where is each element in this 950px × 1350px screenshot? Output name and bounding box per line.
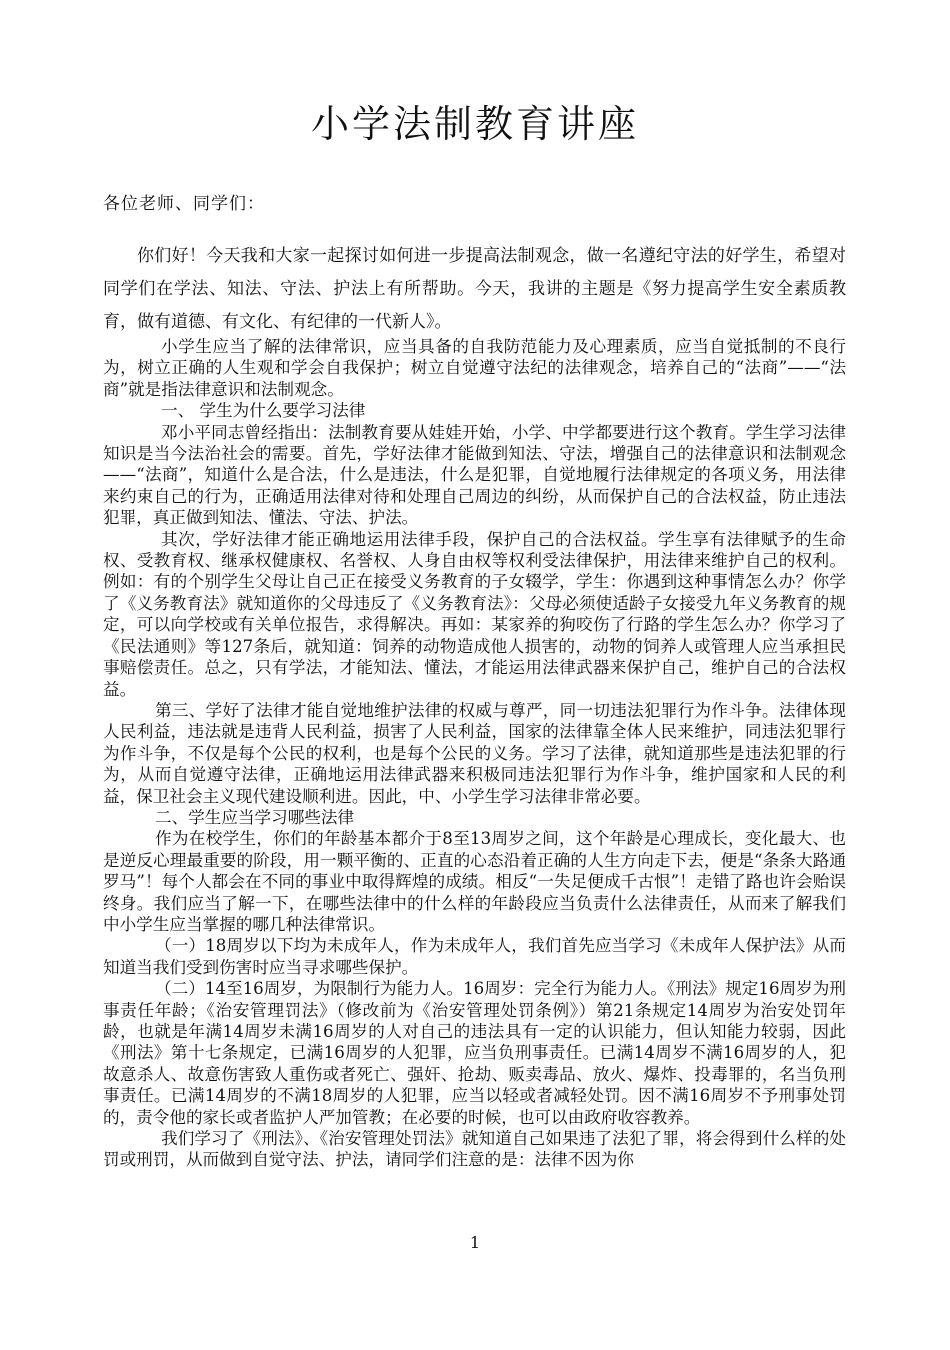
- paragraph: （二）14至16周岁，为限制行为能力人。16周岁：完全行为能力人。《刑法》规定16周岁为刑事责任年龄；《治安管理罚法》（修改前为《治安管理处罚条例》）第21条规定14周岁为治安处罚年龄，也就是年满14周岁未满16周岁的人对自己的违法具有一定的认识能力，但认知能力较弱，因此《刑法》第十七条规定，已满16周岁的人犯罪，应当负刑事责任。已满14周岁不满16周岁的人，犯故意杀人、故意伤害致人重伤或者死亡、强奸、抢劫、贩卖毒品、放火、爆炸、投毒罪的，名当负刑事责任。已满14周岁的不满18周岁的人犯罪，应当以轻或者减轻处罚。因不满16周岁不予刑事处罚的，责令他的家长或者监护人严加管教；在必要的时候，也可以由政府收容教养。: [103, 979, 846, 1127]
- paragraph: 我们学习了《刑法》、《治安管理处罚法》就知道自己如果违了法犯了罪，将会得到什么样的处罚或刑罚，从而做到自觉守法、护法，请同学们注意的是：法律不因为你: [103, 1129, 846, 1170]
- page-number: 1: [469, 1233, 481, 1252]
- paragraph: 第三、学好了法律才能自觉地维护法律的权威与尊严，同一切违法犯罪行为作斗争。法律体现人民利益，违法就是违背人民利益，损害了人民利益，国家的法律靠全体人民来维护，同违法犯罪行为作斗争，不仅是每个公民的权利，也是每个公民的义务。学习了法律，就知道那些是违法犯罪的行为，从而自觉遵守法律，正确地运用法律武器来积极同违法犯罪行为作斗争，维护国家和人民的利益，保卫社会主义现代建设顺利进。因此，中、小学生学习法律非常必要。: [103, 700, 846, 806]
- section-heading: 二、学生应当学习哪些法律: [155, 807, 355, 827]
- greeting: 各位老师、同学们：: [103, 194, 265, 214]
- paragraph: 邓小平同志曾经指出：法制教育要从娃娃开始，小学、中学都要进行这个教育。学生学习法律知识是当今法治社会的需要。首先，学好法律才能做到知法、守法，增强自己的法律意识和法制观念——“法商”，知道什么是合法，什么是违法，什么是犯罪，自觉地履行法律规定的各项义务，用法律来约束自己的行为，正确适用法律对待和处理自己周边的纠纷，从而保护自己的合法权益，防止违法犯罪，真正做到知法、懂法、守法、护法。: [103, 422, 846, 528]
- section-heading: 一、 学生为什么要学习法律: [161, 401, 366, 421]
- paragraph: （一）18周岁以下均为未成年人，作为未成年人，我们首先应当学习《未成年人保护法》从而知道当我们受到伤害时应当寻求哪些保护。: [103, 936, 846, 977]
- paragraph: 其次，学好法律才能正确地运用法律手段，保护自己的合法权益。学生享有法律赋予的生命权、受教育权、继承权健康权、名誉权、人身自由权等权利受法律保护，用法律来维护自己的权利。例如：有的个别学生父母让自己正在接受义务教育的子女辍学，学生：你遇到这种事情怎么办？你学了《义务教育法》就知道你的父母违反了《义务教育法》：父母必须使适龄子女接受九年义务教育的规定，可以向学校或有关单位报告，求得解决。再如：某家养的狗咬伤了行路的学生怎么办？你学习了《民法通则》等127条后，就知道：饲养的动物造成他人损害的，动物的饲养人或管理人应当承担民事赔偿责任。总之，只有学法，才能知法、懂法，才能运用法律武器来保护自己，维护自己的合法权益。: [103, 529, 846, 699]
- body-text: [103, 336, 846, 1171]
- paragraph: 小学生应当了解的法律常识，应当具备的自我防范能力及心理素质，应当自觉抵制的不良行为，树立正确的人生观和学会自我保护；树立自觉遵守法纪的法律观念，培养自己的“法商”——“法商”就是指法律意识和法制观念。: [103, 337, 846, 399]
- paragraph: 作为在校学生，你们的年龄基本都介于8至13周岁之间，这个年龄是心理成长，变化最大、也是逆反心理最重要的阶段，用一颗平衡的、正直的心态沿着正确的人生方向走下去，便是“条条大路通罗马”！每个人都会在不同的事业中取得辉煌的成绩。相反“一失足便成千古恨”！走错了路也许会贻误终身。我们应当了解一下，在哪些法律中的什么样的年龄段应当负责什么法律责任，从而来了解我们中小学生应当掌握的哪几种法律常识。: [103, 829, 846, 934]
- intro-paragraph: 你们好！今天我和大家一起探讨如何进一步提高法制观念，做一名遵纪守法的好学生，希望对同学们在学法、知法、守法、护法上有所帮助。今天，我讲的主题是《努力提高学生安全素质教育，做有道德、有文化、有纪律的一代新人》。: [103, 246, 846, 332]
- page-title: 小学法制教育讲座: [310, 102, 639, 146]
